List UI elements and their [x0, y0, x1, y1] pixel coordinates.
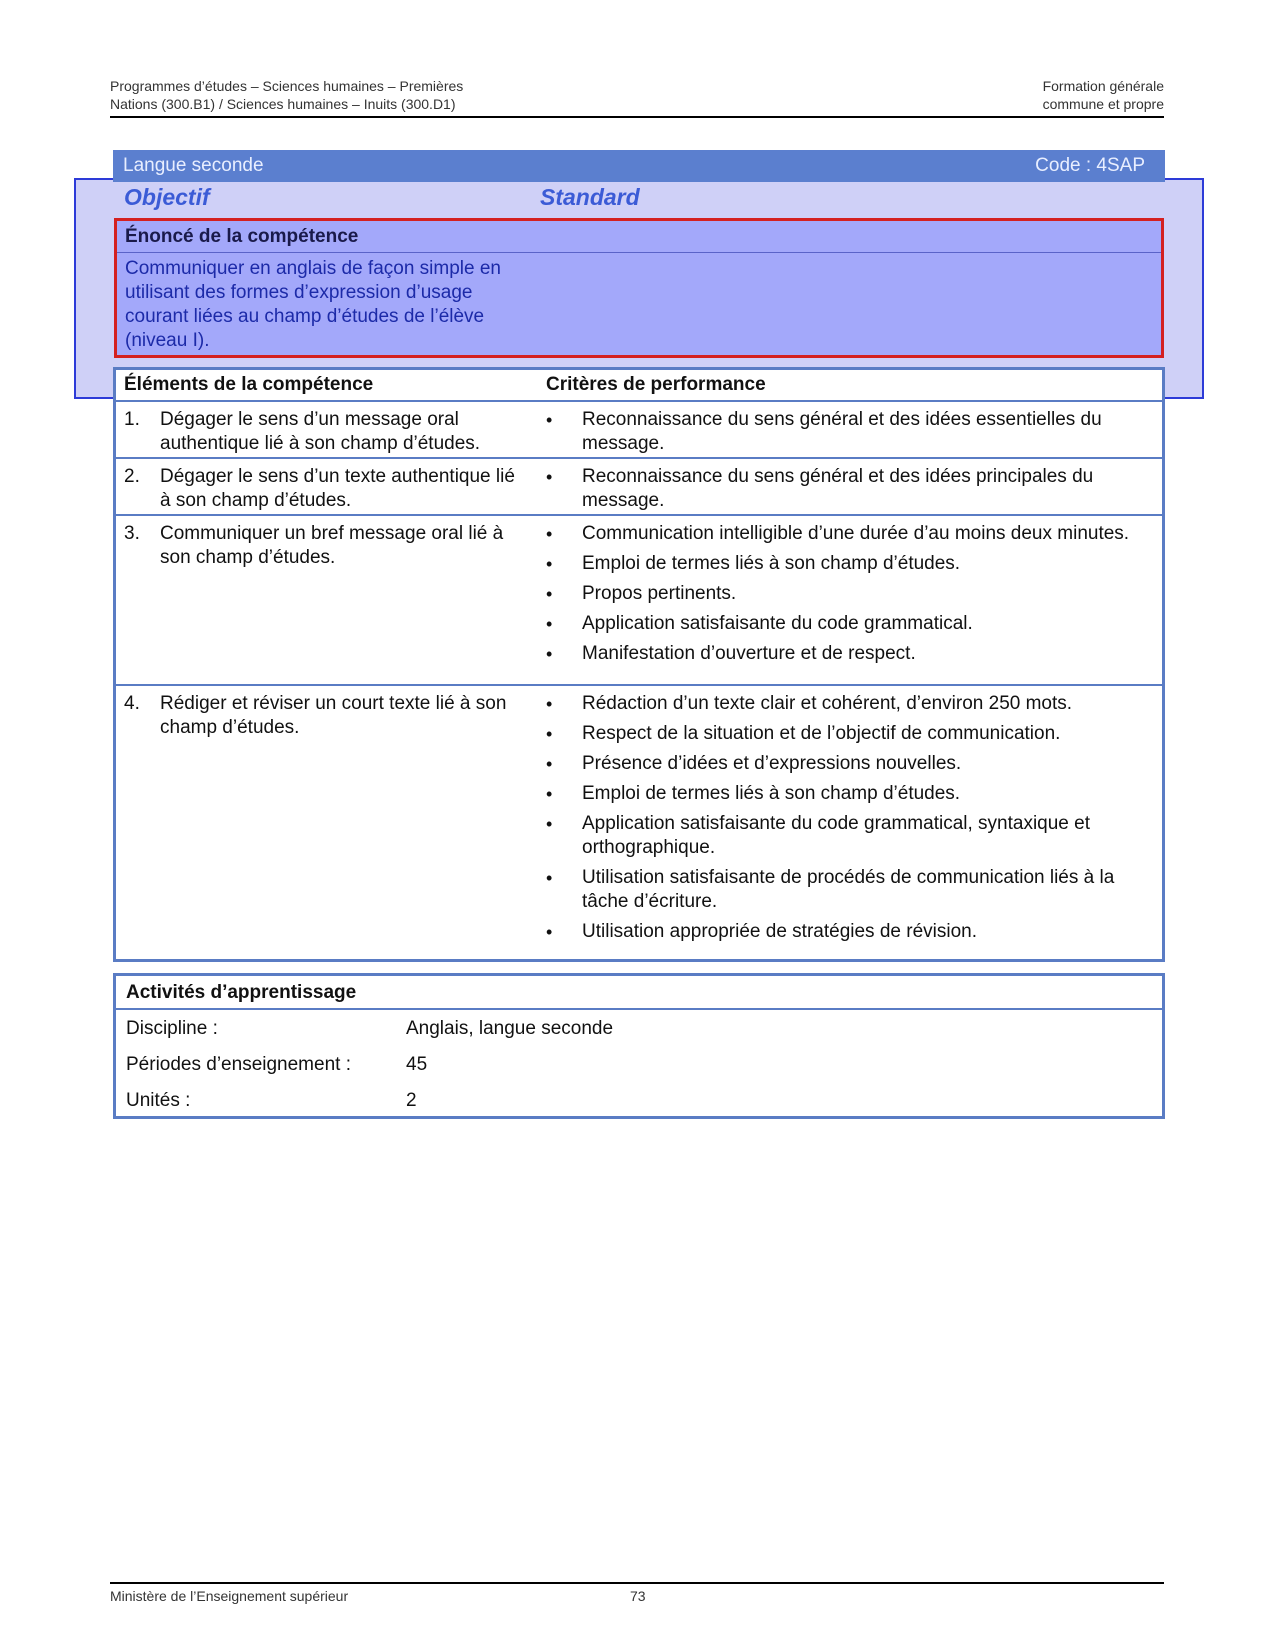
criterion-text: Application satisfaisante du code grammatical.	[582, 613, 973, 634]
course-title: Langue seconde	[123, 155, 264, 176]
header-program-codes: Nations (300.B1) / Sciences humaines – Inuits (300.D1)	[110, 96, 456, 112]
criteria-list	[546, 522, 1146, 666]
element-number: 1.	[124, 409, 140, 430]
criterion-item	[546, 722, 1146, 746]
competence-element-row	[116, 516, 1162, 686]
performance-criteria	[546, 408, 1146, 462]
header-line-1	[110, 77, 1164, 95]
objective-header	[124, 184, 1164, 214]
performance-criteria	[546, 465, 1146, 519]
objectif-label: Objectif	[124, 184, 210, 210]
criterion-item	[546, 812, 1146, 860]
competence-element-row	[116, 402, 1162, 459]
page-header	[110, 77, 1164, 118]
element-text: Communiquer un bref message oral lié à son champ d’études.	[160, 523, 504, 568]
periods-row	[116, 1046, 1162, 1082]
bullet-icon: •	[546, 814, 553, 834]
criterion-item	[546, 465, 1146, 513]
criterion-text: Manifestation d’ouverture et de respect.	[582, 643, 916, 664]
criterion-text: Reconnaissance du sens général et des idées principales du message.	[582, 466, 1094, 511]
units-label: Unités :	[126, 1090, 191, 1111]
bullet-icon: •	[546, 922, 553, 942]
criterion-item	[546, 522, 1146, 546]
criterion-item	[546, 612, 1146, 636]
standard-label: Standard	[540, 184, 640, 210]
criterion-item	[546, 552, 1146, 576]
bullet-icon: •	[546, 694, 553, 714]
element-number: 2.	[124, 466, 140, 487]
bullet-icon: •	[546, 410, 553, 430]
course-title-bar	[113, 150, 1165, 182]
element-text: Dégager le sens d’un message oral authentique lié à son champ d’études.	[160, 409, 481, 454]
element-description	[124, 522, 524, 570]
page-footer	[110, 1582, 1164, 1606]
criterion-text: Emploi de termes liés à son champ d’études.	[582, 783, 961, 804]
bullet-icon: •	[546, 868, 553, 888]
criterion-item	[546, 642, 1146, 666]
criterion-text: Présence d’idées et d’expressions nouvelles.	[582, 753, 962, 774]
element-text: Rédiger et réviser un court texte lié à son champ d’études.	[160, 693, 507, 738]
bullet-icon: •	[546, 584, 553, 604]
discipline-row	[116, 1010, 1162, 1046]
criterion-text: Rédaction d’un texte clair et cohérent, d’environ 250 mots.	[582, 693, 1073, 714]
units-value: 2	[406, 1090, 417, 1111]
competence-statement-title: Énoncé de la compétence	[117, 221, 1161, 253]
footer-ministry: Ministère de l’Enseignement supérieur	[110, 1588, 349, 1604]
bullet-icon: •	[546, 644, 553, 664]
header-formation: Formation générale	[1042, 78, 1164, 94]
criterion-item	[546, 866, 1146, 914]
competence-statement-text: Communiquer en anglais de façon simple en utilisant des formes d’expression d’usage courant liées au champ d’études de l’élève (niveau I).	[125, 258, 501, 351]
criterion-item	[546, 752, 1146, 776]
element-description	[124, 692, 524, 740]
criterion-item	[546, 920, 1146, 944]
criterion-text: Utilisation appropriée de stratégies de révision.	[582, 921, 977, 942]
element-description	[124, 465, 524, 513]
criteria-list	[546, 465, 1146, 513]
performance-criteria	[546, 522, 1146, 672]
page-number: 73	[630, 1588, 646, 1604]
criteria-header: Critères de performance	[546, 374, 766, 395]
learning-activities-title: Activités d’apprentissage	[116, 976, 1162, 1010]
element-description	[124, 408, 524, 456]
discipline-value: Anglais, langue seconde	[406, 1018, 614, 1039]
criterion-text: Emploi de termes liés à son champ d’études.	[582, 553, 961, 574]
criterion-item	[546, 692, 1146, 716]
criterion-text: Application satisfaisante du code grammatical, syntaxique et orthographique.	[582, 813, 1090, 858]
bullet-icon: •	[546, 784, 553, 804]
element-text: Dégager le sens d’un texte authentique lié à son champ d’études.	[160, 466, 515, 511]
criterion-text: Communication intelligible d’une durée d’au moins deux minutes.	[582, 523, 1130, 544]
bullet-icon: •	[546, 724, 553, 744]
periods-value: 45	[406, 1054, 428, 1075]
discipline-label: Discipline :	[126, 1018, 218, 1039]
units-row	[116, 1082, 1162, 1118]
learning-activities	[113, 973, 1165, 1119]
criterion-text: Propos pertinents.	[582, 583, 737, 604]
criterion-text: Respect de la situation et de l’objectif de communication.	[582, 723, 1061, 744]
bullet-icon: •	[546, 524, 553, 544]
criterion-item	[546, 582, 1146, 606]
course-code: Code : 4SAP	[1035, 155, 1145, 176]
competence-element-row	[116, 686, 1162, 942]
header-program-title: Programmes d’études – Sciences humaines – Premières	[110, 78, 464, 94]
criterion-text: Reconnaissance du sens général et des idées essentielles du message.	[582, 409, 1102, 454]
criterion-item	[546, 408, 1146, 456]
competence-element-row	[116, 459, 1162, 516]
element-number: 4.	[124, 693, 140, 714]
bullet-icon: •	[546, 467, 553, 487]
criteria-list	[546, 692, 1146, 944]
criteria-list	[546, 408, 1146, 456]
performance-criteria	[546, 692, 1146, 950]
elements-header: Éléments de la compétence	[124, 374, 374, 395]
header-commune: commune et propre	[1042, 96, 1164, 112]
elements-table	[113, 367, 1165, 962]
competence-statement	[114, 218, 1164, 358]
criterion-text: Utilisation satisfaisante de procédés de communication liés à la tâche d’écriture.	[582, 867, 1115, 912]
bullet-icon: •	[546, 754, 553, 774]
header-line-2	[110, 95, 1164, 113]
periods-label: Périodes d’enseignement :	[126, 1054, 351, 1075]
elements-table-header	[116, 370, 1162, 402]
element-number: 3.	[124, 523, 140, 544]
criterion-item	[546, 782, 1146, 806]
bullet-icon: •	[546, 614, 553, 634]
bullet-icon: •	[546, 554, 553, 574]
